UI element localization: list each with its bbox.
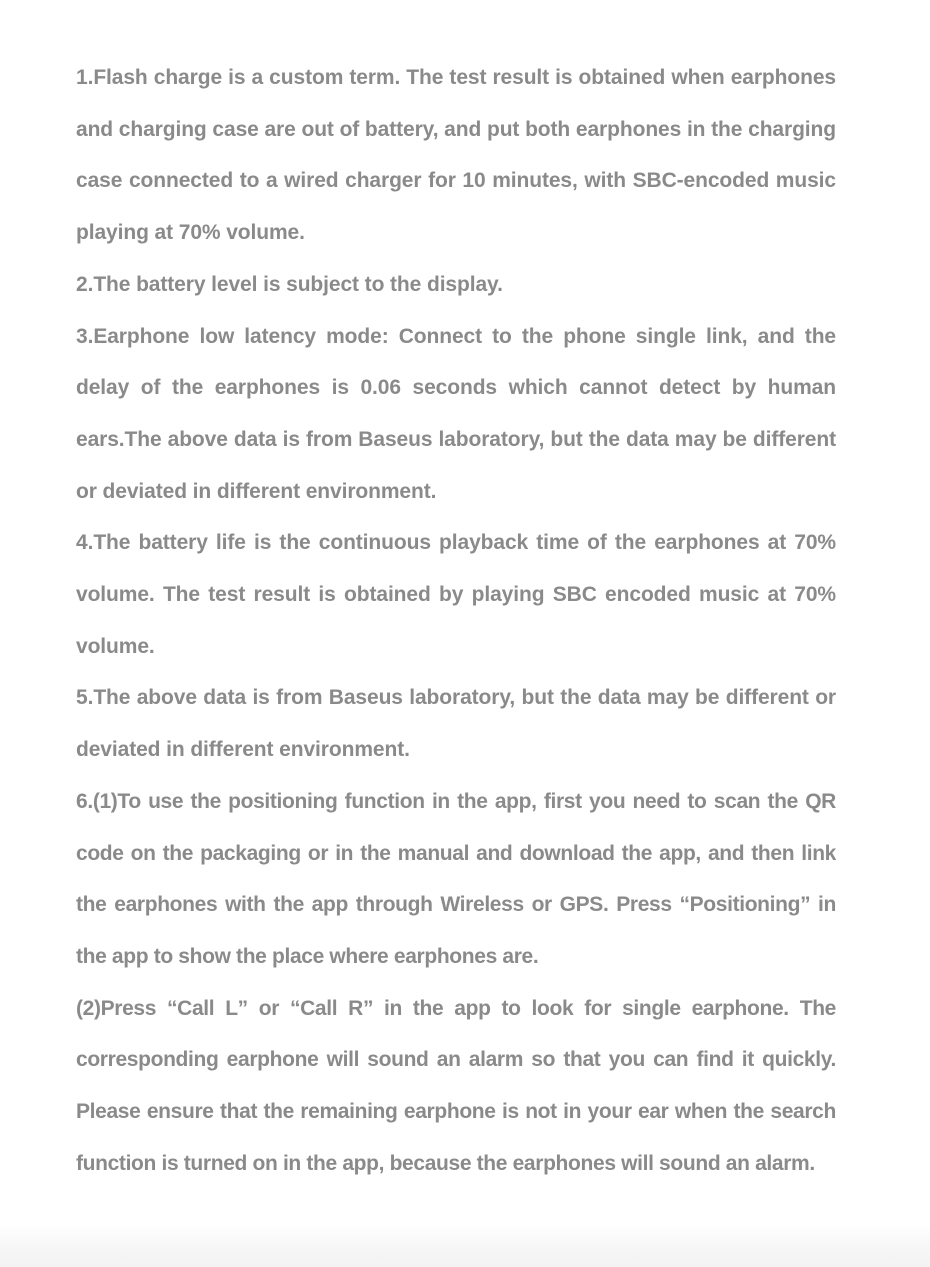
note-paragraph-4-battery-life: 4.The battery life is the continuous playback time of the earphones at 70% volume. The test result is obtained by playing SBC encoded music at 70% volume. xyxy=(76,531,836,658)
note-paragraph-3-low-latency: 3.Earphone low latency mode: Connect to the phone single link, and the delay of the earphones is 0.06 seconds which cannot detect by human ears.The above data is from Baseus laboratory, but the data may be different or deviated in different environment. xyxy=(76,324,836,503)
bottom-fade-band xyxy=(0,1225,930,1267)
notes-document xyxy=(76,52,836,1189)
note-paragraph-6-positioning: 6.(1)To use the positioning function in the app, first you need to scan the QR code on the packaging or in the manual and download the app, and then link the earphones with the app through Wireless or GPS. Press “Positioning” in the app to show the place where earphones are. xyxy=(76,789,836,968)
note-paragraph-6-call-earphone: (2)Press “Call L” or “Call R” in the app to look for single earphone. The corresponding earphone will sound an alarm so that you can find it quickly. Please ensure that the remaining earphone is not in your ear when the search function is turned on in the app, because the earphones will sound an alarm. xyxy=(76,996,836,1175)
note-paragraph-2-battery-level: 2.The battery level is subject to the display. xyxy=(76,272,503,296)
note-paragraph-5-lab-data: 5.The above data is from Baseus laboratory, but the data may be different or deviated in different environment. xyxy=(76,686,836,762)
note-paragraph-1-flash-charge: 1.Flash charge is a custom term. The test result is obtained when earphones and charging case are out of battery, and put both earphones in the charging case connected to a wired charger for 10 minutes, with SBC-encoded music playing at 70% volume. xyxy=(76,66,836,245)
